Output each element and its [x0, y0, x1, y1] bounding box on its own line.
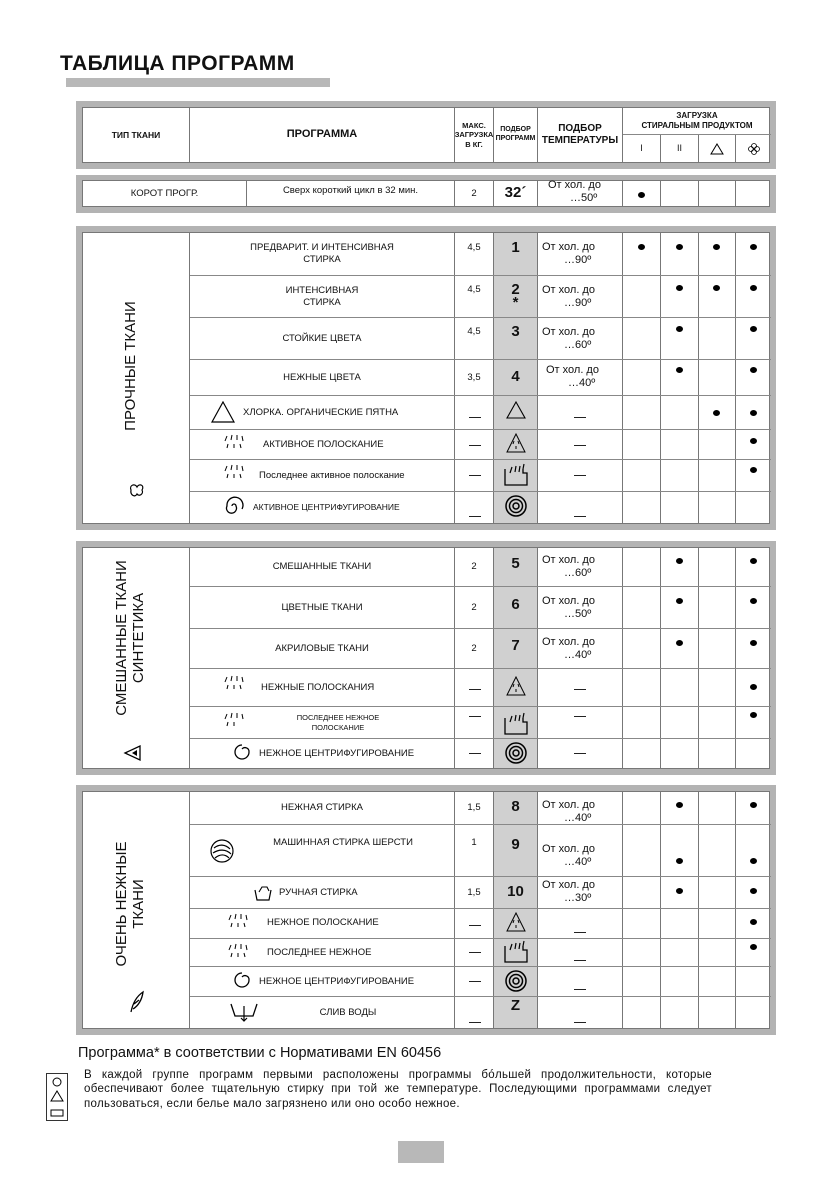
temp-8: От хол. до …40º: [542, 799, 595, 824]
drain-icon: [229, 1002, 259, 1027]
temp-3: От хол. до …60º: [542, 326, 595, 351]
program-number-3: 3: [511, 322, 520, 340]
section-mixed-synthetic: [76, 541, 776, 775]
bleach-icon: [211, 401, 235, 428]
last-delicate-rinse-icon: [223, 711, 245, 734]
load-7: 2: [471, 642, 477, 654]
spin-program-icon-3: [505, 970, 527, 997]
header-program: ПРОГРАММА: [286, 128, 358, 141]
bleach-compartment-icon: [699, 135, 735, 162]
program-10: РУЧНАЯ СТИРКА: [279, 886, 358, 898]
program-number-4: 4: [511, 368, 520, 386]
header-fabric-type: ТИП ТКАНИ: [111, 129, 161, 140]
wool-icon: [209, 838, 235, 869]
header-max-load: МАКС. ЗАГРУЗКА В КГ.: [454, 120, 494, 149]
program-3: СТОЙКИЕ ЦВЕТА: [282, 332, 362, 344]
program-active-rinse: АКТИВНОЕ ПОЛОСКАНИЕ: [263, 438, 384, 450]
spin-program-icon-2: [505, 742, 527, 769]
header-program-select: ПОДБОР ПРОГРАММ: [495, 126, 536, 142]
rinse-icon: [223, 433, 245, 456]
load-5: 2: [471, 561, 477, 573]
load-8: 1,5: [467, 802, 481, 814]
program-5: СМЕШАННЫЕ ТКАНИ: [272, 561, 372, 573]
delicate-rinse-icon: [223, 674, 245, 699]
load-3: 4,5: [467, 326, 481, 338]
load-10: 1,5: [467, 886, 481, 898]
temp-10: От хол. до …30º: [542, 879, 595, 904]
spin-program-icon: [505, 495, 527, 522]
temp-2: От хол. до …90º: [542, 284, 595, 309]
note-text: В каждой группе программ первыми расположены программы бóльшей продолжительности, которые обеспечивают более тщательную стирку при той же температуре. Последующими программами следует пользоваться, если белье мало загрязнено или оно особо нежное.: [84, 1069, 712, 1110]
detergent-dot: [638, 192, 645, 198]
program-9: МАШИННАЯ СТИРКА ШЕРСТИ: [273, 837, 413, 849]
program-bleach: ХЛОРКА. ОРГАНИЧЕСКИЕ ПЯТНА: [243, 406, 399, 418]
program-last-delicate-rinse: ПОСЛЕДНЕЕ НЕЖНОЕ ПОЛОСКАНИЕ: [296, 713, 380, 732]
program-7: АКРИЛОВЫЕ ТКАНИ: [275, 642, 369, 654]
program-number-8: 8: [511, 797, 520, 815]
program-active-spin: АКТИВНОЕ ЦЕНТРИФУГИРОВАНИЕ: [253, 502, 400, 513]
delicate-rinse-icon-2: [227, 912, 249, 937]
feather-icon: [127, 990, 145, 1019]
temp-9: От хол. до …40º: [542, 843, 595, 868]
program-number-6: 6: [511, 595, 520, 613]
last-delicate-icon: [227, 942, 249, 965]
load-4: 3,5: [467, 371, 481, 383]
section-label-mixed: СМЕШАННЫЕ ТКАНИ СИНТЕТИКА: [113, 560, 148, 716]
last-rinse-program-icon-3: [503, 940, 529, 969]
program-6: ЦВЕТНЫЕ ТКАНИ: [281, 601, 363, 613]
softener-compartment-icon: [736, 135, 771, 162]
last-rinse-icon: [223, 463, 245, 486]
compartment-2: II: [676, 142, 682, 153]
footnote: Программа* в соответствии с Нормативами EN 60456: [78, 1045, 442, 1061]
temp-4: От хол. до …40º: [546, 364, 599, 389]
section-label-very-delicate: ОЧЕНЬ НЕЖНЫЕ ТКАНИ: [113, 841, 148, 967]
program-last-delicate: ПОСЛЕДНЕЕ НЕЖНОЕ: [267, 946, 372, 958]
section-strong-fabrics: [76, 226, 776, 530]
page-number-box: [398, 1141, 444, 1163]
program-4: НЕЖНЫЕ ЦВЕТА: [283, 371, 361, 383]
short-program: Сверх короткий цикл в 32 мин.: [282, 185, 419, 197]
rinse-program-icon: [506, 433, 526, 458]
bleach-program-icon: [506, 401, 526, 424]
program-number-z: Z: [510, 996, 521, 1014]
program-8: НЕЖНАЯ СТИРКА: [280, 802, 364, 814]
short-temp: От хол. до …50º: [548, 179, 601, 204]
load-9: 1: [471, 837, 477, 849]
header-detergent-load: ЗАГРУЗКА СТИРАЛЬНЫМ ПРОДУКТОМ: [641, 111, 753, 130]
note-icon: [46, 1073, 68, 1121]
section-very-delicate: [76, 785, 776, 1035]
load-6: 2: [471, 601, 477, 613]
last-rinse-program-icon-2: [503, 712, 529, 741]
synthetic-icon: [123, 744, 143, 767]
delicate-spin-icon: [233, 743, 251, 766]
cotton-icon: [127, 481, 147, 504]
header-temp-select: ПОДБОР ТЕМПЕРАТУРЫ: [541, 122, 619, 146]
temp-1: От хол. до …90º: [542, 241, 595, 266]
program-number-9: 9: [511, 835, 520, 853]
program-number-1: 1: [511, 238, 520, 256]
rinse-program-icon-2: [506, 676, 526, 701]
program-last-active-rinse: Последнее активное полоскание: [259, 469, 405, 481]
program-delicate-rinse: НЕЖНОЕ ПОЛОСКАНИЕ: [267, 917, 379, 929]
load-1: 4,5: [467, 242, 481, 254]
hand-wash-icon: [253, 884, 273, 907]
program-delicate-spin-2: НЕЖНОЕ ЦЕНТРИФУГИРОВАНИЕ: [259, 975, 415, 987]
last-rinse-program-icon: [503, 463, 529, 492]
program-drain: СЛИВ ВОДЫ: [319, 1006, 377, 1018]
rinse-program-icon-3: [506, 912, 526, 937]
short-program-number: 32´: [504, 184, 527, 202]
page-title: ТАБЛИЦА ПРОГРАММ: [60, 52, 295, 75]
program-2: ИНТЕНСИВНАЯ СТИРКА: [285, 284, 359, 308]
program-number-5: 5: [511, 554, 520, 572]
program-number-2: 2 *: [511, 280, 520, 311]
delicate-spin-icon-2: [233, 971, 251, 994]
program-number-7: 7: [511, 636, 520, 654]
title-underline: [66, 78, 330, 87]
short-load: 2: [471, 187, 477, 199]
section-label-strong: ПРОЧНЫЕ ТКАНИ: [122, 301, 139, 431]
temp-6: От хол. до …50º: [542, 595, 595, 620]
program-delicate-rinses: НЕЖНЫЕ ПОЛОСКАНИЯ: [261, 681, 375, 693]
header-frame: [76, 101, 776, 169]
temp-7: От хол. до …40º: [542, 636, 595, 661]
program-delicate-spin: НЕЖНОЕ ЦЕНТРИФУГИРОВАНИЕ: [259, 747, 415, 759]
spin-icon: [223, 495, 245, 522]
compartment-1: I: [640, 142, 643, 153]
short-type: КОРОТ ПРОГР.: [130, 187, 199, 199]
program-1: ПРЕДВАРИТ. И ИНТЕНСИВНАЯ СТИРКА: [250, 242, 394, 265]
program-number-10: 10: [507, 883, 524, 901]
temp-5: От хол. до …60º: [542, 554, 595, 579]
short-program-frame: [76, 175, 776, 213]
load-2: 4,5: [467, 284, 481, 296]
